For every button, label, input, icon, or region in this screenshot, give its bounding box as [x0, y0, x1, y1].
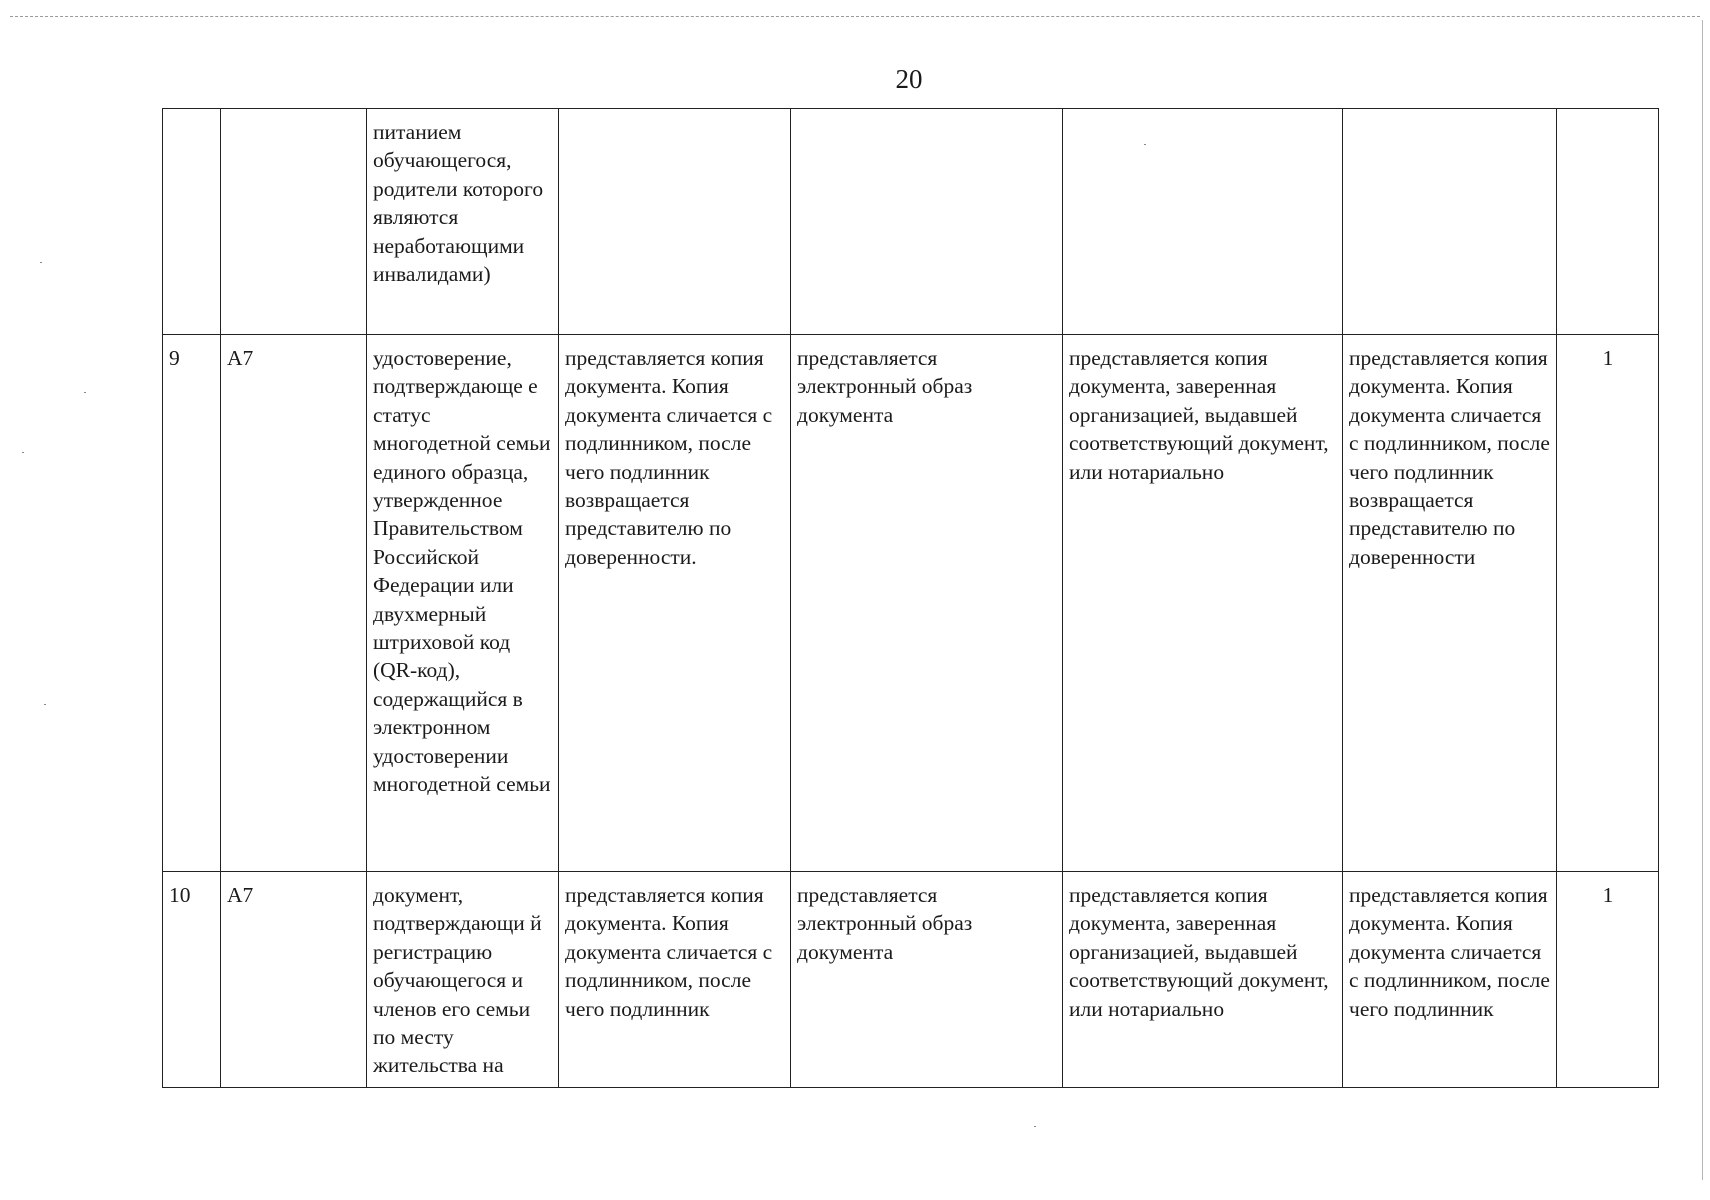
- scan-speck: [22, 452, 24, 453]
- cell-document-name: документ, подтверждающи й регистрацию обучающегося и членов его семьи по месту жительства на: [367, 872, 559, 1088]
- cell-submission-mail: представляется копия документа, заверенная организацией, выдавшей соответствующий документ, или нотариально: [1063, 872, 1343, 1088]
- cell-code: [221, 109, 367, 335]
- cell-quantity: 1: [1557, 872, 1659, 1088]
- cell-quantity: 1: [1557, 335, 1659, 872]
- documents-table: [162, 108, 1659, 1088]
- cell-submission-mfc: [1343, 109, 1557, 335]
- cell-number: 10: [163, 872, 221, 1088]
- cell-submission-in-person: представляется копия документа. Копия документа сличается с подлинником, после чего подлинник: [559, 872, 791, 1088]
- cell-quantity: [1557, 109, 1659, 335]
- cell-submission-electronic: представляется электронный образ документа: [791, 335, 1063, 872]
- cell-document-name: удостоверение, подтверждающе е статус многодетной семьи единого образца, утвержденное Правительством Российской Федерации или двухмерный штриховой код (QR-код), содержащийся в электронном удостоверении многодетной семьи: [367, 335, 559, 872]
- cell-submission-mfc: представляется копия документа. Копия документа сличается с подлинником, после чего подлинник: [1343, 872, 1557, 1088]
- scan-speck: [1034, 1126, 1036, 1127]
- cell-number: 9: [163, 335, 221, 872]
- cell-submission-in-person: [559, 109, 791, 335]
- cell-submission-electronic: представляется электронный образ документа: [791, 872, 1063, 1088]
- scan-speck: [44, 704, 46, 705]
- cell-submission-electronic: [791, 109, 1063, 335]
- scan-speck: [84, 392, 86, 393]
- table-row: [163, 109, 1659, 335]
- scan-edge-right: [1702, 20, 1703, 1180]
- scan-speck: [40, 262, 42, 263]
- page-number: 20: [895, 64, 923, 94]
- cell-submission-mail: [1063, 109, 1343, 335]
- cell-number: [163, 109, 221, 335]
- cell-submission-in-person: представляется копия документа. Копия документа сличается с подлинником, после чего подлинник возвращается представителю по доверенности.: [559, 335, 791, 872]
- cell-document-name: питанием обучающегося, родители которого являются неработающими инвалидами): [367, 109, 559, 335]
- cell-code: А7: [221, 872, 367, 1088]
- table-row: [163, 335, 1659, 872]
- cell-submission-mail: представляется копия документа, заверенная организацией, выдавшей соответствующий документ, или нотариально: [1063, 335, 1343, 872]
- cell-code: А7: [221, 335, 367, 872]
- table-row: [163, 872, 1659, 1088]
- scan-edge-top: [10, 16, 1700, 17]
- cell-submission-mfc: представляется копия документа. Копия документа сличается с подлинником, после чего подлинник возвращается представителю по доверенности: [1343, 335, 1557, 872]
